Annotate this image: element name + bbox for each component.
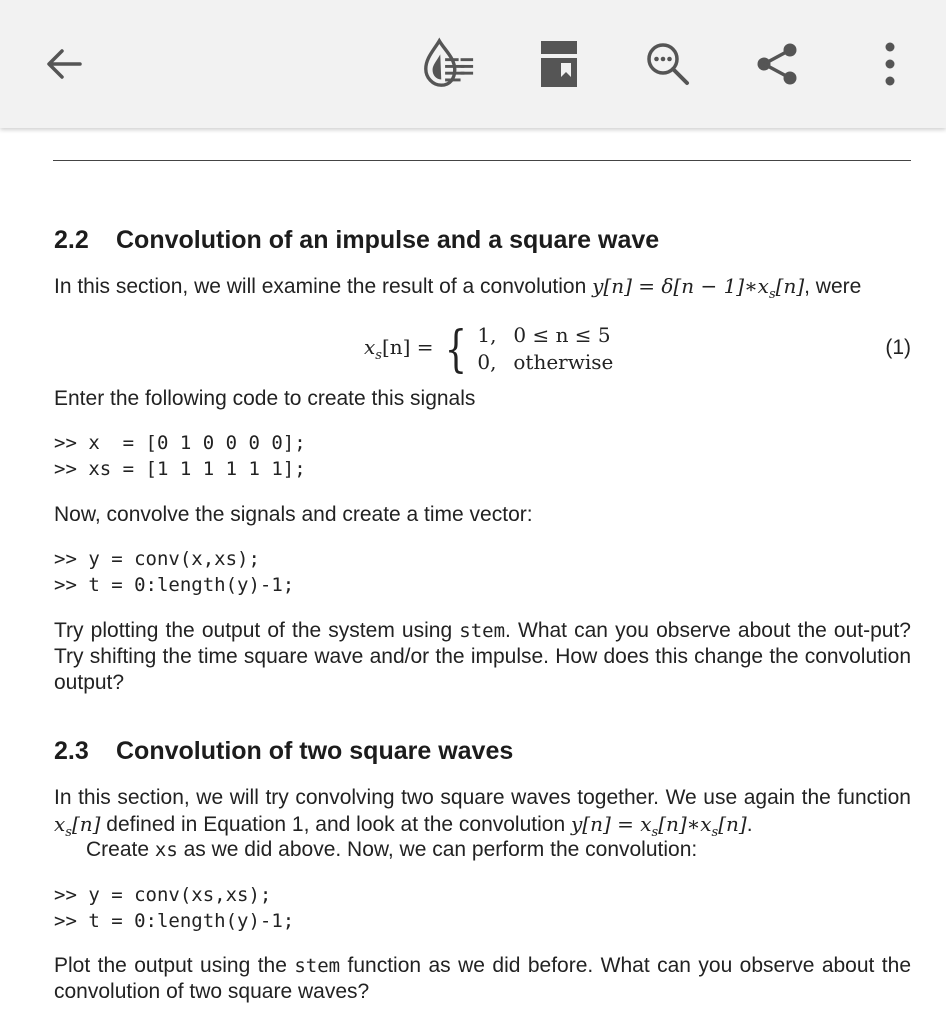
text-run: In this section, we will try convolving two square waves together. We use again the function	[54, 786, 911, 809]
section-heading-2-3	[54, 737, 513, 766]
equation-lhs	[364, 335, 434, 363]
brace-glyph: {	[444, 320, 467, 378]
more-vert-icon[interactable]	[862, 36, 918, 92]
section-title: Convolution of an impulse and a square wave	[116, 226, 660, 254]
text-run: Create	[86, 838, 155, 861]
text-run: Plot the output using the	[54, 954, 295, 977]
math-text: [n] =	[381, 335, 434, 359]
back-arrow-icon[interactable]	[36, 36, 92, 92]
code-inline: xs	[154, 839, 178, 861]
math-text: x	[364, 335, 376, 359]
text-run: , were	[804, 275, 862, 298]
code-line: >> y = conv(x,xs);	[54, 548, 260, 570]
code-block-3	[54, 882, 294, 934]
search-zoom-icon[interactable]	[640, 36, 696, 92]
section-title: Convolution of two square waves	[116, 737, 514, 765]
math-sub: s	[651, 825, 659, 840]
code-line: >> x = [0 1 0 0 0 0];	[54, 432, 306, 454]
math-inline	[570, 812, 747, 840]
code-line: >> t = 0:length(y)-1;	[54, 910, 295, 932]
math-sub: s	[711, 825, 719, 840]
code-block-1	[54, 430, 306, 482]
text-run: . What can you observe about the out-put? Try shifting the time square wave and/or the impulse. How does this change the convolution output?	[54, 619, 911, 694]
try-paragraph	[54, 618, 911, 696]
section-number: 2.2	[54, 226, 89, 254]
math-text: x	[54, 812, 66, 836]
text-run: .	[746, 813, 753, 836]
code-line: >> xs = [1 1 1 1 1 1];	[54, 458, 306, 480]
case-condition: otherwise	[513, 350, 614, 374]
math-text: [n]	[718, 812, 747, 836]
math-text: y[n] = x	[570, 812, 652, 836]
code-block-2	[54, 546, 294, 598]
intro-paragraph	[54, 273, 911, 308]
math-sub: s	[65, 825, 72, 840]
sec23-paragraph-2	[54, 837, 911, 863]
math-sub: s	[375, 348, 382, 363]
math-text: [n]	[775, 274, 805, 298]
equation-1	[364, 320, 613, 378]
case-row	[477, 349, 613, 376]
enter-paragraph: Enter the following code to create this signals	[54, 387, 476, 410]
text-run: function as we did before. What can you observe about the convolution of two square waves?	[54, 954, 911, 1003]
text-run: defined in Equation 1, and look at the convolution	[100, 813, 571, 836]
bookmark-layout-icon[interactable]	[531, 36, 587, 92]
case-value: 0,	[477, 350, 497, 374]
text-run: In this section, we will examine the result of a convolution	[54, 275, 593, 298]
text-run: as we did above. Now, we can perform the convolution:	[177, 838, 698, 861]
now-paragraph: Now, convolve the signals and create a time vector:	[54, 503, 533, 526]
section-heading-2-2	[54, 226, 659, 255]
section-number: 2.3	[54, 737, 89, 765]
code-inline: stem	[459, 620, 506, 642]
math-sub: s	[768, 287, 776, 302]
math-text: [n]∗x	[658, 812, 712, 836]
code-line: >> t = 0:length(y)-1;	[54, 574, 295, 596]
theme-drop-icon[interactable]	[420, 36, 476, 92]
math-text: y[n] = δ[n − 1]∗x	[592, 274, 769, 298]
math-text: [n]	[71, 812, 101, 836]
case-condition: 0 ≤ n ≤ 5	[513, 323, 611, 347]
math-inline	[54, 812, 101, 840]
equation-cases	[477, 322, 613, 376]
top-toolbar	[0, 0, 946, 128]
equation-number: (1)	[885, 336, 911, 359]
plot-paragraph	[54, 953, 911, 1005]
page-rule	[53, 160, 911, 161]
code-line: >> y = conv(xs,xs);	[54, 884, 272, 906]
code-inline: stem	[294, 955, 341, 977]
share-icon[interactable]	[749, 36, 805, 92]
case-row	[477, 322, 613, 349]
math-inline	[592, 274, 805, 302]
text-run: Try plotting the output of the system using	[54, 619, 460, 642]
case-value: 1,	[477, 323, 497, 347]
